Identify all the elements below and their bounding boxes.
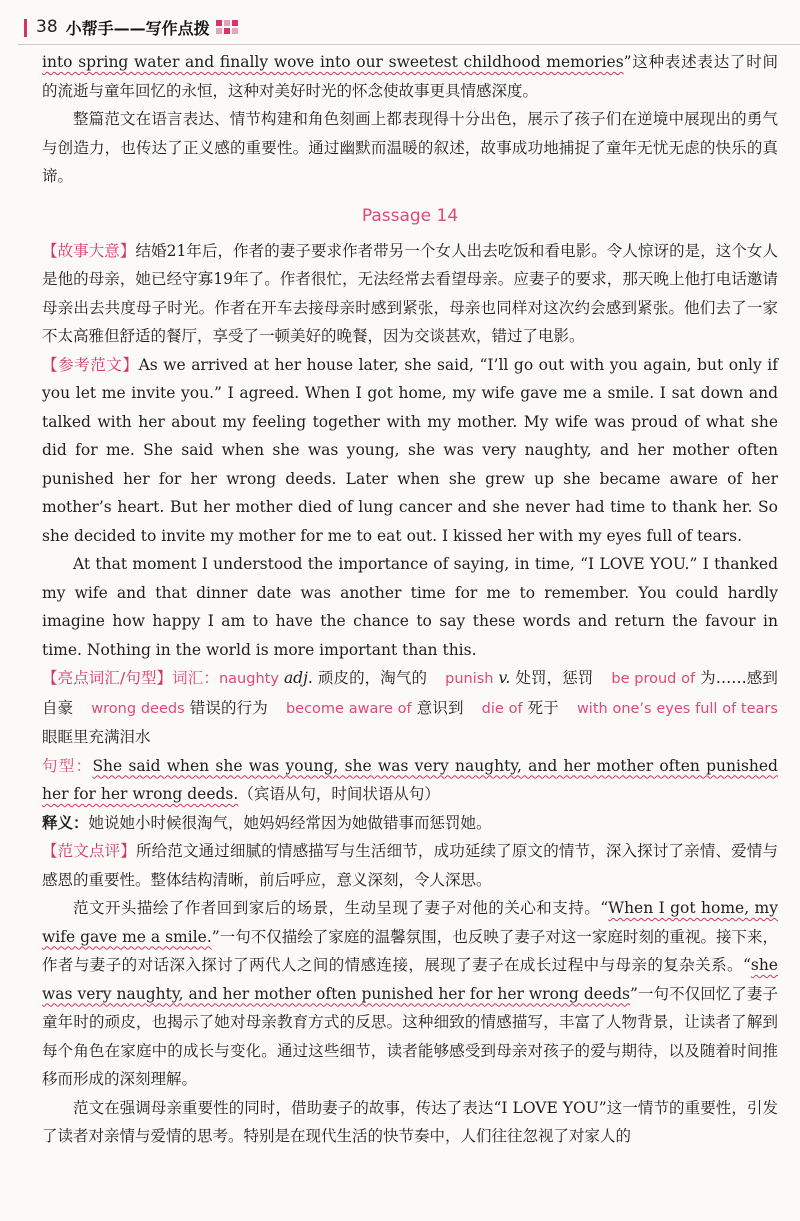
vocab-meaning: 处罚，惩罚 — [515, 669, 594, 687]
page-header — [18, 12, 800, 42]
passage-title: Passage 14 — [361, 205, 459, 226]
vocab-pos: v. — [498, 669, 511, 687]
vocab-term: naughty — [218, 671, 279, 687]
story-summary — [42, 237, 778, 351]
intro-text: ”这种表述表达了时间的流逝与童年回忆的永恒，这种对美好时光的怀念使故事更具情感深度。 — [42, 53, 779, 100]
page-content — [42, 48, 778, 1151]
explain-text: 她说她小时候很淘气，她妈妈经常因为她做错事而惩罚她。 — [88, 813, 492, 832]
vocab-meaning: 死于 — [527, 698, 559, 717]
review-paragraph-1 — [42, 837, 778, 894]
sentence-pattern — [42, 752, 778, 809]
vocab-pos: adj. — [283, 669, 313, 687]
header-divider — [18, 44, 800, 45]
vocab-term: be proud of — [611, 671, 696, 687]
review-text-2c: ”一句不仅回忆了妻子童年时的顽皮，也揭示了她对母亲教育方式的反思。这种细致的情感描写，丰富了人物背景，让读者了解到每个角色在家庭中的成长与变化。通过这些细节，读者能够感受到母亲对孩子的爱与期待，以及随着时间推移而形成的深刻理解。 — [42, 984, 778, 1088]
review-paragraph-3: 范文在强调母亲重要性的同时，借助妻子的故事，传达了表达“I LOVE YOU”这一情节的重要性，引发了读者对亲情与爱情的思考。特别是在现代生活的快节奏中，人们往往忽视了对家人的 — [42, 1098, 778, 1145]
page-number: 38 — [18, 17, 58, 37]
model-essay-paragraph-1 — [42, 351, 778, 551]
highlights-tag: 【亮点词汇/句型】 — [42, 669, 173, 687]
summary-text: 结婚21年后，作者的妻子要求作者带另一个女人出去吃饭和看电影。令人惊讶的是，这个女人是他的母亲，她已经守寡19年了。作者很忙，无法经常去看望母亲。应妻子的要求，那天晚上他打电话邀请母亲出去共度母子时光。作者在开车去接母亲时感到紧张，母亲也同样对这次约会感到紧张。他们去了一家不太高雅但舒适的餐厅，享受了一顿美好的晚餐，因为交谈甚欢，错过了电影。 — [42, 241, 778, 345]
review-tag: 【范文点评】 — [42, 842, 136, 860]
sentence-example: She said when she was young, she was very naughty, and her mother often punished her for her wrong deeds. — [42, 756, 778, 803]
book-title: 小帮手——写作点拨 — [65, 18, 210, 38]
vocab-label: 词汇： — [172, 669, 219, 687]
explain-label: 释义： — [42, 812, 89, 832]
vocab-meaning: 顽皮的，淘气的 — [317, 669, 428, 687]
intro-paragraph-2: 整篇范文在语言表达、情节构建和角色刻画上都表现得十分出色，展示了孩子们在逆境中展现出的勇气与创造力，也传达了正义感的重要性。通过幽默而温暖的叙述，故事成功地捕捉了童年无忧无虑的快乐的真谛。 — [42, 110, 778, 185]
sentence-note: （宾语从句，时间状语从句） — [238, 785, 440, 803]
sentence-label: 句型： — [42, 756, 93, 775]
decorative-blocks-icon — [216, 20, 238, 34]
vocab-meaning: 意识到 — [416, 698, 464, 717]
review-text-2a: 范文开头描绘了作者回到家后的场景，生动呈现了妻子对他的关心和支持。“ — [73, 899, 609, 917]
review-text-1: 所给范文通过细腻的情感描写与生活细节，成功延续了原文的情节，深入探讨了亲情、爱情与感恩的重要性。整体结构清晰，前后呼应，意义深刻，令人深思。 — [42, 842, 778, 889]
vocab-meaning: 错误的行为 — [189, 698, 268, 717]
quoted-text: into spring water and finally wove into our sweetest childhood memories — [42, 53, 624, 71]
model-essay-text-1: As we arrived at her house later, she said, “I’ll go out with you again, but only if you let me invite you.” I agreed. When I got home, my wife gave me a smile. I sat down and talked with her about my feeling together with my mother. My wife was proud of what she did for me. She said when she was young, she was very naughty, and her mother often punished her for her wrong deeds. Later when she grew up she became aware of her mother’s heart. But her mother died of lung cancer and she never had time to thank her. So she decided to invite my mother for me to eat out. I kissed her with my eyes full of tears. — [42, 355, 778, 545]
intro-paragraph-1 — [42, 48, 778, 105]
summary-tag: 【故事大意】 — [42, 241, 136, 260]
review-paragraph-2 — [42, 894, 778, 1094]
review-text-2b: ”一句不仅描绘了家庭的温馨氛围，也反映了妻子对这一家庭时刻的重视。接下来，作者与妻子的对话深入探讨了两代人之间的情感连接，展现了妻子在成长过程中与母亲的复杂关系。“ — [42, 927, 778, 974]
model-essay-tag: 【参考范文】 — [42, 355, 139, 374]
explanation — [42, 809, 778, 838]
vocab-term: die of — [481, 700, 523, 717]
vocab-term: punish — [445, 671, 494, 687]
review-quote-1: When I got home, my wife gave me a smile. — [42, 899, 778, 946]
vocabulary-section — [42, 664, 778, 752]
review-quote-2: she was very naughty, and her mother often punished her for her wrong deeds — [42, 956, 778, 1003]
model-essay-paragraph-2: At that moment I understood the importance of saying, in time, “I LOVE YOU.” I thanked my wife and that dinner date was another time for me to remember. You could hardly imagine how happy I am to have the chance to say these words and return the favour in time. Nothing in the world is more important than this. — [42, 555, 778, 659]
vocab-meaning: 眼眶里充满泪水 — [42, 728, 151, 746]
vocab-term: with one’s eyes full of tears — [576, 700, 778, 717]
vocab-term: become aware of — [285, 700, 412, 717]
vocab-meaning: 为……感到自豪 — [42, 669, 778, 717]
vocab-term: wrong deeds — [91, 700, 185, 717]
